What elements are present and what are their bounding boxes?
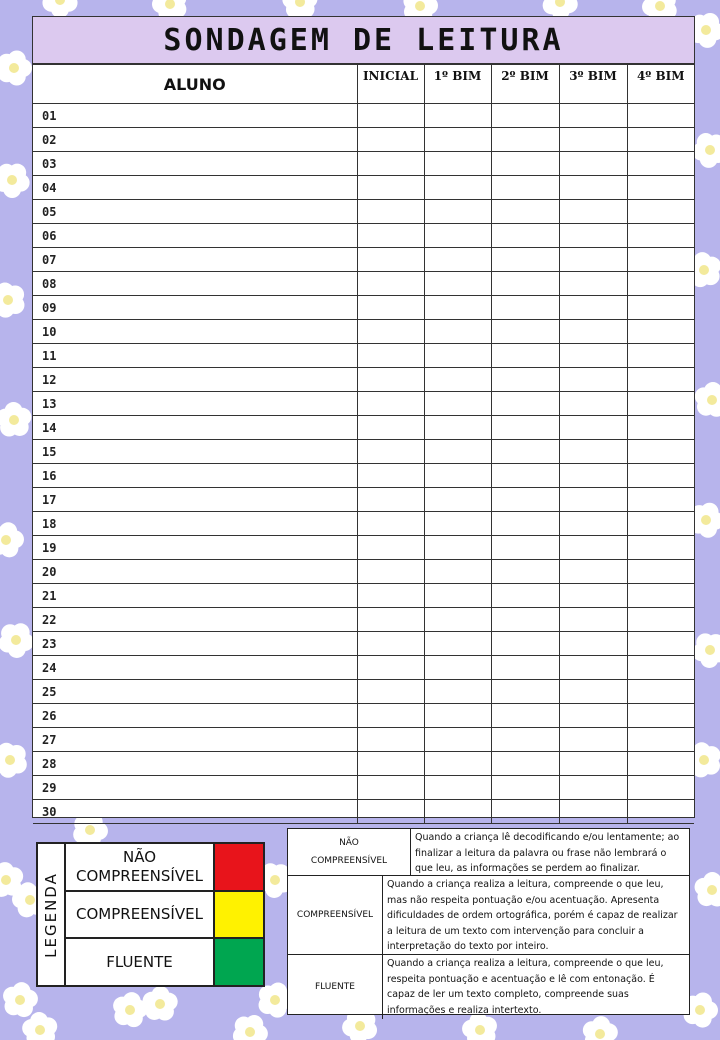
score-cell-2-bim[interactable] [491,560,559,584]
score-cell-2-bim[interactable] [491,464,559,488]
score-cell-4-bim[interactable] [627,632,694,656]
description-text: Quando a criança realiza a leitura, compreende o que leu, mas não respeita pontuação e/ou acentuação. Apresenta dificuldades de ordem ortográfica, porém é capaz de realizar a leitura de um texto com intervenção para concluir a interpretação do texto por inteiro. [387,879,678,952]
table-row [33,128,694,152]
score-cell-4-bim[interactable] [627,440,694,464]
score-cell-1-bim[interactable] [424,152,491,176]
score-cell-4-bim[interactable] [627,152,694,176]
table-row [33,560,694,584]
score-cell-2-bim[interactable] [491,728,559,752]
score-cell-2-bim[interactable] [491,704,559,728]
score-cell-2-bim[interactable] [491,632,559,656]
student-number-cell[interactable]: 20 [33,560,357,584]
table-row [33,656,694,680]
student-number-cell[interactable]: 08 [33,272,357,296]
score-cell-inicial[interactable] [357,800,424,824]
student-number-cell[interactable]: 12 [33,368,357,392]
description-text: Quando a criança realiza a leitura, compreende o que leu, respeita pontuação e acentuação e lê com entonação. É capaz de ler um texto completo, compreende suas informações e realiza intertexto. [387,958,664,1016]
score-cell-3-bim[interactable] [559,584,627,608]
score-cell-2-bim[interactable] [491,272,559,296]
score-cell-2-bim[interactable] [491,152,559,176]
table-row [33,272,694,296]
table-row [33,224,694,248]
table-row [33,296,694,320]
score-cell-2-bim[interactable] [491,248,559,272]
flower-decoration [583,1016,618,1040]
score-cell-2-bim[interactable] [491,488,559,512]
score-cell-2-bim[interactable] [491,224,559,248]
table-row [33,200,694,224]
student-number-cell[interactable]: 21 [33,584,357,608]
student-number-cell[interactable]: 18 [33,512,357,536]
score-cell-1-bim[interactable] [424,392,491,416]
score-cell-4-bim[interactable] [627,320,694,344]
legend-label: FLUENTE [66,939,215,985]
score-cell-1-bim[interactable] [424,752,491,776]
score-cell-3-bim[interactable] [559,752,627,776]
student-number-cell[interactable]: 07 [33,248,357,272]
student-number-cell[interactable]: 02 [33,128,357,152]
score-cell-1-bim[interactable] [424,560,491,584]
score-cell-3-bim[interactable] [559,680,627,704]
student-number-cell[interactable]: 06 [33,224,357,248]
score-cell-3-bim[interactable] [559,728,627,752]
score-cell-2-bim[interactable] [491,440,559,464]
table-row [33,536,694,560]
legend-box [36,842,265,987]
legend-row-compreensivel [66,892,263,940]
table-row [33,392,694,416]
score-cell-1-bim[interactable] [424,176,491,200]
score-cell-3-bim[interactable] [559,536,627,560]
score-cell-1-bim[interactable] [424,680,491,704]
table-row [33,248,694,272]
student-number-cell[interactable]: 29 [33,776,357,800]
score-cell-inicial[interactable] [357,536,424,560]
flower-decoration [0,50,32,85]
table-row [33,680,694,704]
table-row [33,320,694,344]
table-row [33,800,694,824]
student-number-cell[interactable]: 05 [33,200,357,224]
student-number-cell[interactable]: 01 [33,104,357,128]
score-cell-2-bim[interactable] [491,320,559,344]
score-cell-4-bim[interactable] [627,536,694,560]
table-row [33,464,694,488]
score-cell-2-bim[interactable] [491,512,559,536]
score-cell-2-bim[interactable] [491,536,559,560]
score-cell-3-bim[interactable] [559,320,627,344]
score-cell-4-bim[interactable] [627,392,694,416]
score-cell-1-bim[interactable] [424,296,491,320]
legend-title: LEGENDA [42,871,60,958]
student-number-cell[interactable]: 15 [33,440,357,464]
score-cell-inicial[interactable] [357,416,424,440]
score-cell-inicial[interactable] [357,776,424,800]
student-number-cell[interactable]: 19 [33,536,357,560]
flower-decoration [113,992,148,1027]
score-cell-4-bim[interactable] [627,368,694,392]
score-cell-3-bim[interactable] [559,776,627,800]
header-2-bim: 2º BIM [491,65,559,104]
score-cell-4-bim[interactable] [627,248,694,272]
score-cell-3-bim[interactable] [559,128,627,152]
table-row [33,632,694,656]
score-cell-1-bim[interactable] [424,272,491,296]
score-cell-3-bim[interactable] [559,416,627,440]
score-cell-3-bim[interactable] [559,704,627,728]
score-cell-inicial[interactable] [357,704,424,728]
student-number-cell[interactable]: 23 [33,632,357,656]
score-cell-1-bim[interactable] [424,320,491,344]
description-row-fluente [288,955,689,1019]
score-cell-3-bim[interactable] [559,272,627,296]
table-row [33,176,694,200]
score-cell-3-bim[interactable] [559,800,627,824]
score-cell-3-bim[interactable] [559,200,627,224]
flower-decoration [233,1015,268,1040]
score-cell-inicial[interactable] [357,272,424,296]
score-cell-4-bim[interactable] [627,296,694,320]
score-cell-inicial[interactable] [357,680,424,704]
description-table [287,828,690,1015]
legend-title-cell [38,844,66,985]
score-cell-2-bim[interactable] [491,296,559,320]
score-cell-4-bim[interactable] [627,680,694,704]
score-cell-4-bim[interactable] [627,656,694,680]
score-cell-inicial[interactable] [357,752,424,776]
score-cell-inicial[interactable] [357,176,424,200]
description-text: Quando a criança lê decodificando e/ou lentamente; ao finalizar a leitura da palavra ou frase não lembrará o que leu, as informações se perdem ao finalizar. [415,832,680,874]
score-cell-1-bim[interactable] [424,248,491,272]
score-cell-2-bim[interactable] [491,608,559,632]
score-cell-4-bim[interactable] [627,464,694,488]
score-cell-4-bim[interactable] [627,488,694,512]
score-cell-inicial[interactable] [357,320,424,344]
score-cell-inicial[interactable] [357,200,424,224]
score-cell-inicial[interactable] [357,632,424,656]
header-aluno: ALUNO [33,65,357,104]
score-cell-1-bim[interactable] [424,224,491,248]
table-row [33,416,694,440]
score-cell-inicial[interactable] [357,656,424,680]
flower-decoration [692,633,720,668]
score-cell-4-bim[interactable] [627,560,694,584]
score-cell-2-bim[interactable] [491,656,559,680]
student-number-cell[interactable]: 10 [33,320,357,344]
score-cell-1-bim[interactable] [424,656,491,680]
legend-rows [66,844,263,985]
table-row [33,344,694,368]
score-cell-1-bim[interactable] [424,632,491,656]
score-cell-4-bim[interactable] [627,584,694,608]
score-cell-1-bim[interactable] [424,464,491,488]
student-number-cell[interactable]: 28 [33,752,357,776]
description-row-compreensivel [288,876,689,955]
score-cell-4-bim[interactable] [627,608,694,632]
score-cell-inicial[interactable] [357,104,424,128]
score-cell-1-bim[interactable] [424,416,491,440]
score-cell-3-bim[interactable] [559,512,627,536]
flower-decoration [0,743,27,778]
table-row [33,368,694,392]
score-cell-4-bim[interactable] [627,200,694,224]
flower-decoration [3,982,38,1017]
score-cell-2-bim[interactable] [491,200,559,224]
score-cell-inicial[interactable] [357,392,424,416]
score-cell-3-bim[interactable] [559,224,627,248]
score-cell-1-bim[interactable] [424,800,491,824]
score-cell-1-bim[interactable] [424,488,491,512]
score-cell-2-bim[interactable] [491,416,559,440]
score-cell-2-bim[interactable] [491,800,559,824]
score-cell-3-bim[interactable] [559,656,627,680]
score-cell-3-bim[interactable] [559,152,627,176]
score-cell-3-bim[interactable] [559,440,627,464]
score-cell-2-bim[interactable] [491,584,559,608]
student-number-cell[interactable]: 09 [33,296,357,320]
score-cell-4-bim[interactable] [627,512,694,536]
score-cell-1-bim[interactable] [424,104,491,128]
score-cell-1-bim[interactable] [424,512,491,536]
student-number-cell[interactable]: 30 [33,800,357,824]
legend-row-nao-compreensivel [66,844,263,892]
header-row [33,65,694,104]
score-cell-2-bim[interactable] [491,128,559,152]
score-cell-4-bim[interactable] [627,224,694,248]
score-cell-inicial[interactable] [357,512,424,536]
table-row [33,704,694,728]
score-cell-4-bim[interactable] [627,128,694,152]
table-row [33,776,694,800]
score-cell-4-bim[interactable] [627,272,694,296]
legend-swatch-yellow [215,892,263,938]
flower-decoration [695,382,720,417]
table-row [33,752,694,776]
score-cell-inicial[interactable] [357,440,424,464]
table-row [33,608,694,632]
score-cell-3-bim[interactable] [559,464,627,488]
score-cell-3-bim[interactable] [559,560,627,584]
score-cell-inicial[interactable] [357,296,424,320]
table-row [33,488,694,512]
score-cell-inicial[interactable] [357,584,424,608]
flower-decoration [0,164,30,198]
score-cell-inicial[interactable] [357,128,424,152]
score-cell-1-bim[interactable] [424,368,491,392]
description-label: NÃO COMPREENSÍVEL [288,829,411,875]
flower-decoration [143,986,178,1021]
score-cell-3-bim[interactable] [559,248,627,272]
score-cell-1-bim[interactable] [424,584,491,608]
student-number-cell[interactable]: 11 [33,344,357,368]
score-cell-4-bim[interactable] [627,728,694,752]
score-cell-inicial[interactable] [357,608,424,632]
legend-row-fluente [66,939,263,985]
score-cell-2-bim[interactable] [491,368,559,392]
score-cell-inicial[interactable] [357,488,424,512]
flower-decoration [692,133,720,168]
score-cell-inicial[interactable] [357,248,424,272]
student-number-cell[interactable]: 04 [33,176,357,200]
student-number-cell[interactable]: 22 [33,608,357,632]
student-number-cell[interactable]: 13 [33,392,357,416]
score-cell-1-bim[interactable] [424,776,491,800]
legend-label: COMPREENSÍVEL [66,892,215,938]
student-number-cell[interactable]: 16 [33,464,357,488]
score-cell-1-bim[interactable] [424,344,491,368]
table-row [33,728,694,752]
score-cell-3-bim[interactable] [559,488,627,512]
score-cell-4-bim[interactable] [627,344,694,368]
score-cell-4-bim[interactable] [627,176,694,200]
score-cell-3-bim[interactable] [559,344,627,368]
student-number-cell[interactable]: 27 [33,728,357,752]
score-cell-2-bim[interactable] [491,392,559,416]
score-cell-inicial[interactable] [357,464,424,488]
legend-swatch-red [215,844,263,890]
score-cell-2-bim[interactable] [491,344,559,368]
student-number-cell[interactable]: 26 [33,704,357,728]
student-number-cell[interactable]: 24 [33,656,357,680]
score-cell-1-bim[interactable] [424,128,491,152]
student-rows [33,104,694,824]
description-row-nao-compreensivel [288,829,689,876]
score-cell-2-bim[interactable] [491,176,559,200]
student-number-cell[interactable]: 17 [33,488,357,512]
table-row [33,104,694,128]
student-number-cell[interactable]: 03 [33,152,357,176]
score-cell-4-bim[interactable] [627,752,694,776]
score-cell-4-bim[interactable] [627,704,694,728]
score-cell-inicial[interactable] [357,344,424,368]
header-4-bim: 4º BIM [627,65,694,104]
score-cell-1-bim[interactable] [424,728,491,752]
score-cell-3-bim[interactable] [559,368,627,392]
score-cell-3-bim[interactable] [559,608,627,632]
flower-decoration [0,623,34,658]
score-cell-inicial[interactable] [357,152,424,176]
score-cell-2-bim[interactable] [491,776,559,800]
description-label: FLUENTE [288,955,383,1019]
score-cell-1-bim[interactable] [424,440,491,464]
score-cell-inicial[interactable] [357,368,424,392]
score-cell-2-bim[interactable] [491,752,559,776]
score-cell-4-bim[interactable] [627,104,694,128]
score-cell-3-bim[interactable] [559,176,627,200]
flower-decoration [0,402,31,437]
table-row [33,440,694,464]
score-cell-1-bim[interactable] [424,608,491,632]
page-title: SONDAGEM DE LEITURA [33,17,694,64]
score-cell-inicial[interactable] [357,560,424,584]
table-row [33,152,694,176]
score-cell-inicial[interactable] [357,728,424,752]
description-label: COMPREENSÍVEL [288,876,383,954]
header-inicial: INICIAL [357,65,424,104]
header-1-bim: 1º BIM [424,65,491,104]
score-cell-2-bim[interactable] [491,680,559,704]
student-table [33,64,694,824]
legend-swatch-green [215,939,263,985]
score-cell-inicial[interactable] [357,224,424,248]
table-row [33,512,694,536]
flower-decoration [0,283,24,318]
legend-label: NÃO COMPREENSÍVEL [66,844,215,890]
score-cell-3-bim[interactable] [559,296,627,320]
score-cell-4-bim[interactable] [627,776,694,800]
score-cell-3-bim[interactable] [559,392,627,416]
student-number-cell[interactable]: 14 [33,416,357,440]
flower-decoration [695,872,720,906]
score-cell-3-bim[interactable] [559,104,627,128]
header-3-bim: 3º BIM [559,65,627,104]
score-cell-1-bim[interactable] [424,536,491,560]
score-cell-2-bim[interactable] [491,104,559,128]
score-cell-3-bim[interactable] [559,632,627,656]
table-row [33,584,694,608]
flower-decoration [0,522,24,557]
score-cell-1-bim[interactable] [424,704,491,728]
student-number-cell[interactable]: 25 [33,680,357,704]
score-cell-4-bim[interactable] [627,800,694,824]
reading-survey-sheet [32,16,695,818]
score-cell-4-bim[interactable] [627,416,694,440]
score-cell-1-bim[interactable] [424,200,491,224]
